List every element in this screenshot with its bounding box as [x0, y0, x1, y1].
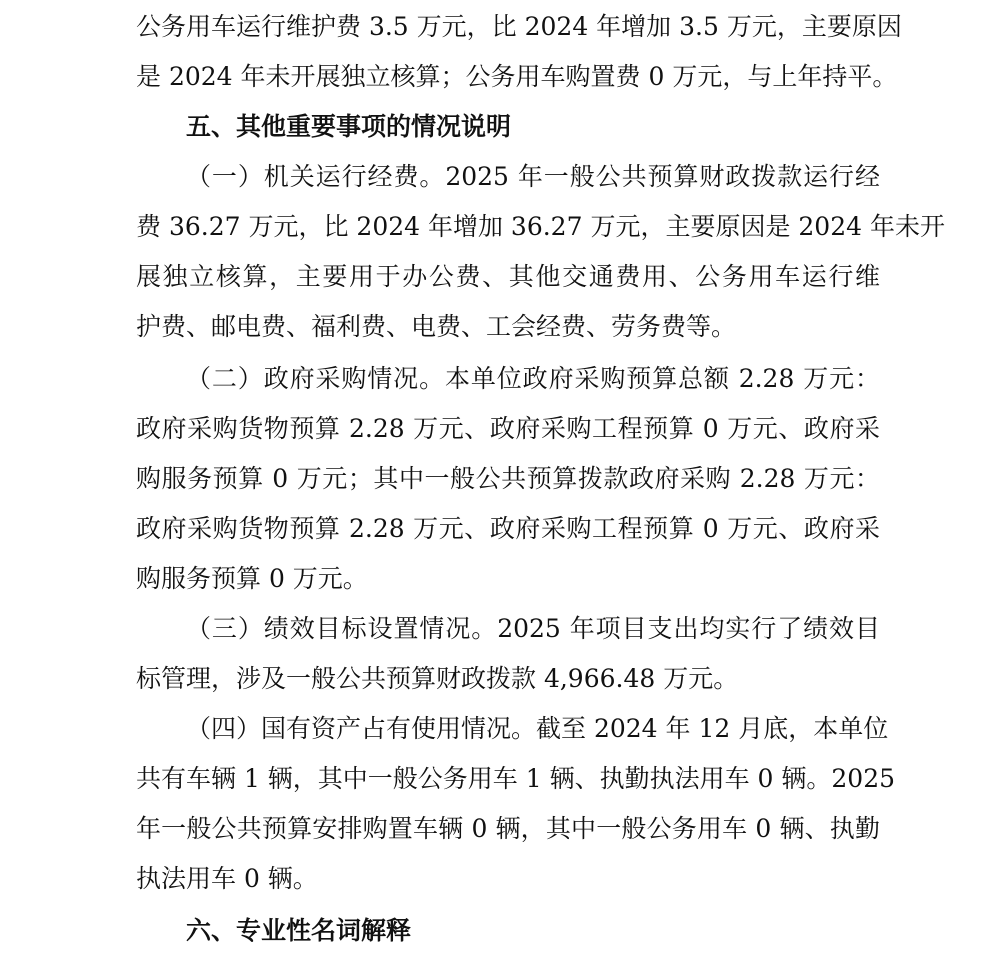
paragraph-line: （四）国有资产占有使用情况。截至 2024 年 12 月底，本单位 — [186, 714, 889, 743]
paragraph-line: （三）绩效目标设置情况。2025 年项目支出均实行了绩效目 — [186, 614, 880, 643]
paragraph-line: 护费、邮电费、福利费、电费、工会经费、劳务费等。 — [136, 312, 737, 341]
paragraph-line: 标管理，涉及一般公共预算财政拨款 4,966.48 万元。 — [136, 664, 739, 693]
section-heading: 六、专业性名词解释 — [186, 916, 412, 945]
paragraph-line: 购服务预算 0 万元。 — [136, 564, 368, 593]
paragraph-line: 公务用车运行维护费 3.5 万元，比 2024 年增加 3.5 万元，主要原因 — [136, 12, 902, 41]
paragraph-line: 展独立核算，主要用于办公费、其他交通费用、公务用车运行维 — [136, 262, 880, 291]
paragraph-line: （二）政府采购情况。本单位政府采购预算总额 2.28 万元： — [186, 364, 880, 393]
paragraph-line: 执法用车 0 辆。 — [136, 864, 318, 893]
section-heading: 五、其他重要事项的情况说明 — [186, 112, 512, 141]
paragraph-line: 年一般公共预算安排购置车辆 0 辆，其中一般公务用车 0 辆、执勤 — [136, 814, 880, 843]
paragraph-line: 政府采购货物预算 2.28 万元、政府采购工程预算 0 万元、政府采 — [136, 414, 880, 443]
paragraph-line: （一）机关运行经费。2025 年一般公共预算财政拨款运行经 — [186, 162, 880, 191]
paragraph-line: 共有车辆 1 辆，其中一般公务用车 1 辆、执勤执法用车 0 辆。2025 — [136, 764, 896, 793]
paragraph-line: 政府采购货物预算 2.28 万元、政府采购工程预算 0 万元、政府采 — [136, 514, 880, 543]
paragraph-line: 购服务预算 0 万元；其中一般公共预算拨款政府采购 2.28 万元： — [136, 464, 880, 493]
paragraph-line: 费 36.27 万元，比 2024 年增加 36.27 万元，主要原因是 2024 年未开 — [136, 212, 945, 241]
paragraph-line: 是 2024 年未开展独立核算；公务用车购置费 0 万元，与上年持平。 — [136, 62, 898, 91]
